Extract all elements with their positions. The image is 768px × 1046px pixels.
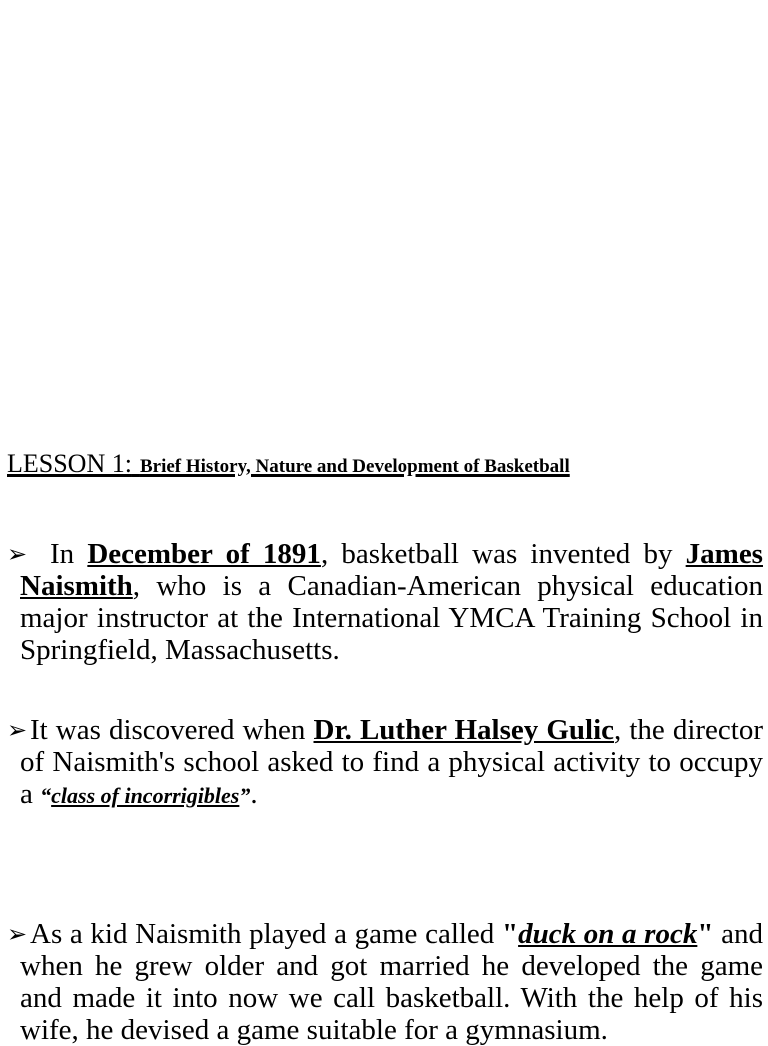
- lesson-label: LESSON 1:: [7, 449, 132, 478]
- quoted-text: class of incorrigibles: [51, 783, 240, 808]
- bullet-body: [20, 918, 763, 1046]
- bullet-text: In: [50, 538, 88, 570]
- bullet-body: [20, 538, 763, 666]
- quoted-phrase: [502, 918, 714, 950]
- open-quote: ": [501, 918, 519, 950]
- quoted-phrase: [40, 783, 250, 808]
- close-quote: ": [697, 918, 714, 950]
- bullet-text: As a kid Naismith played a game called: [30, 918, 502, 950]
- open-quote: “: [40, 783, 52, 808]
- arrow-bullet-icon: ➢: [7, 716, 28, 744]
- bullet-text: .: [250, 778, 258, 810]
- director-name: Dr. Luther Halsey Gulic: [313, 714, 615, 746]
- quoted-text: duck on a rock: [518, 918, 698, 950]
- bullet-invention: [7, 538, 763, 666]
- bullet-text: and when he grew older and got married he developed the game and made it into now we call basketball. With the help of his wife, he devised a game suitable for a gymnasium.: [20, 918, 764, 1046]
- arrow-bullet-icon: ➢: [7, 540, 28, 568]
- invention-date: December of 1891: [87, 538, 321, 570]
- arrow-bullet-icon: ➢: [7, 920, 28, 948]
- close-quote: ”: [239, 783, 251, 808]
- lesson-subtitle: Brief History, Nature and Development of Basketball: [139, 456, 570, 477]
- lesson-heading: [7, 443, 747, 480]
- bullet-discovery: [7, 714, 763, 812]
- bullet-text: , the director of Naismith's school asked to find a physical activity to occupy a: [20, 714, 763, 810]
- bullet-body: [20, 714, 763, 812]
- bullet-origin: [7, 918, 763, 1046]
- bullet-text: , basketball was invented by: [320, 538, 686, 570]
- bullet-text: It was discovered when: [30, 714, 314, 746]
- inventor-name: James Naismith: [20, 538, 763, 602]
- bullet-text: , who is a Canadian-American physical education major instructor at the International YMCA Training School in Springfield, Massachusetts.: [20, 570, 763, 666]
